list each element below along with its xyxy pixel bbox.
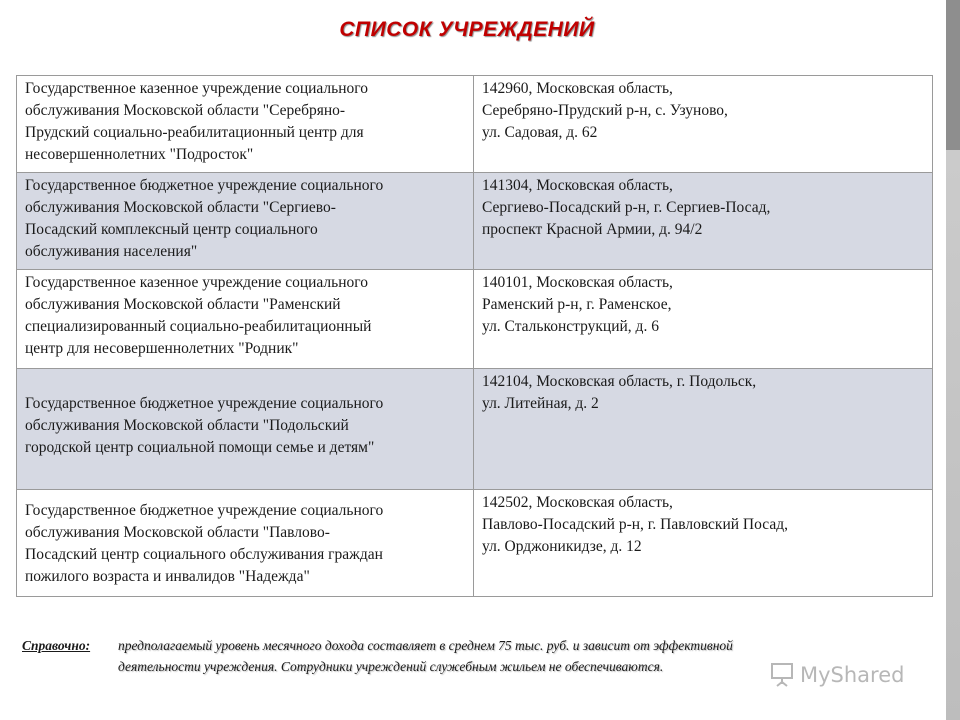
institution-name-line: обслуживания Московской области "Подольский xyxy=(25,417,349,434)
institutions-table xyxy=(16,75,933,597)
address-line: ул. Орджоникидзе, д. 12 xyxy=(482,538,642,555)
institution-name-line: обслуживания населения" xyxy=(25,243,198,260)
address-line: 140101, Московская область, xyxy=(482,274,673,291)
address-line: 142960, Московская область, xyxy=(482,80,673,97)
address-line: 142104, Московская область, г. Подольск, xyxy=(482,373,757,390)
slide-side-bar-accent xyxy=(946,0,960,150)
institution-name-line: Государственное бюджетное учреждение социального xyxy=(25,177,384,194)
institution-name-line: Государственное казенное учреждение социального xyxy=(25,274,369,291)
table-row xyxy=(17,369,933,490)
institution-name-line: Государственное бюджетное учреждение социального xyxy=(25,395,384,412)
institution-name-line: Прудский социально-реабилитационный центр для xyxy=(25,124,364,141)
institution-name-cell xyxy=(17,270,474,369)
institution-name-line: обслуживания Московской области "Сергиево- xyxy=(25,199,336,216)
watermark xyxy=(770,660,904,690)
address-line: проспект Красной Армии, д. 94/2 xyxy=(482,221,703,238)
presentation-board-icon xyxy=(770,662,794,688)
institution-name-line: пожилого возраста и инвалидов "Надежда" xyxy=(25,568,310,585)
institution-name-line: Посадский комплексный центр социального xyxy=(25,221,318,238)
address-line: Раменский р-н, г. Раменское, xyxy=(482,296,672,313)
institution-address-cell xyxy=(474,173,933,270)
institution-name-line: Государственное бюджетное учреждение социального xyxy=(25,502,384,519)
institution-name-cell xyxy=(17,173,474,270)
address-line: ул. Литейная, д. 2 xyxy=(482,395,599,412)
page-title: СПИСОК УЧРЕЖДЕНИЙ xyxy=(339,18,595,41)
institution-name-line: центр для несовершеннолетних "Родник" xyxy=(25,340,299,357)
address-line: ул. Стальконструкций, д. 6 xyxy=(482,318,659,335)
address-line: 142502, Московская область, xyxy=(482,494,673,511)
institution-name-line: Государственное казенное учреждение социального xyxy=(25,80,369,97)
institution-name-line: обслуживания Московской области "Павлово- xyxy=(25,524,330,541)
table-row xyxy=(17,270,933,369)
institution-address-cell xyxy=(474,76,933,173)
address-line: ул. Садовая, д. 62 xyxy=(482,124,598,141)
institution-name-cell xyxy=(17,369,474,490)
table-row xyxy=(17,76,933,173)
institution-name-cell xyxy=(17,490,474,597)
institution-name-line: обслуживания Московской области "Раменский xyxy=(25,296,341,313)
institution-name-line: обслуживания Московской области "Серебряно- xyxy=(25,102,346,119)
institution-name-line: несовершеннолетних "Подросток" xyxy=(25,146,254,163)
address-line: 141304, Московская область, xyxy=(482,177,673,194)
note-text-line: деятельности учреждения. Сотрудники учреждений служебным жильем не обеспечиваются. xyxy=(118,659,664,674)
address-line: Сергиево-Посадский р-н, г. Сергиев-Посад, xyxy=(482,199,771,216)
institution-name-cell xyxy=(17,76,474,173)
table-row xyxy=(17,490,933,597)
note-label: Справочно: xyxy=(22,638,91,653)
institution-name-line: Посадский центр социального обслуживания граждан xyxy=(25,546,383,563)
watermark-text: MyShared xyxy=(800,663,905,687)
institution-name-line: специализированный социально-реабилитационный xyxy=(25,318,372,335)
institution-name-line: городской центр социальной помощи семье и детям" xyxy=(25,439,375,456)
table-row xyxy=(17,173,933,270)
address-line: Серебряно-Прудский р-н, с. Узуново, xyxy=(482,102,728,119)
institution-address-cell xyxy=(474,270,933,369)
slide-side-bar xyxy=(946,0,960,720)
institution-address-cell xyxy=(474,490,933,597)
note-text-line: предполагаемый уровень месячного дохода составляет в среднем 75 тыс. руб. и зависит от эффективной xyxy=(118,638,733,653)
institution-address-cell xyxy=(474,369,933,490)
address-line: Павлово-Посадский р-н, г. Павловский Посад, xyxy=(482,516,788,533)
